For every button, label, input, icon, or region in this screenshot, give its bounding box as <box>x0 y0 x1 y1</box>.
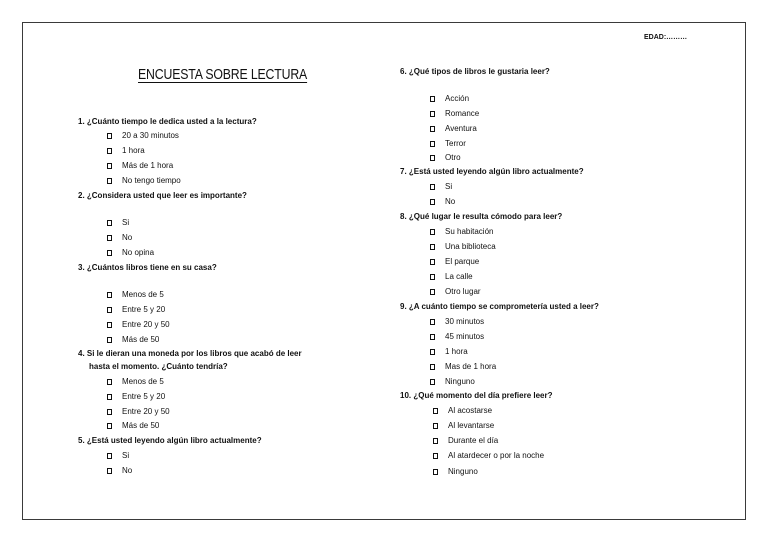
option[interactable]: 1 hora <box>107 146 145 156</box>
option[interactable]: La calle <box>430 272 473 282</box>
option[interactable]: El parque <box>430 257 479 267</box>
checkbox-icon[interactable] <box>430 155 435 161</box>
checkbox-icon[interactable] <box>107 292 112 298</box>
checkbox-icon[interactable] <box>430 184 435 190</box>
option[interactable]: Si <box>107 218 129 228</box>
checkbox-icon[interactable] <box>107 453 112 459</box>
option[interactable]: Si <box>107 451 129 461</box>
survey-title: ENCUESTA SOBRE LECTURA <box>138 66 308 83</box>
checkbox-icon[interactable] <box>430 229 435 235</box>
checkbox-icon[interactable] <box>107 379 112 385</box>
checkbox-icon[interactable] <box>433 469 438 475</box>
option[interactable]: Ninguno <box>430 377 475 387</box>
option[interactable]: Menos de 5 <box>107 290 164 300</box>
question-2: 2. ¿Considera usted que leer es importante? <box>78 191 247 200</box>
option[interactable]: Entre 20 y 50 <box>107 407 170 417</box>
option[interactable]: Una biblioteca <box>430 242 496 252</box>
question-8: 8. ¿Qué lugar le resulta cómodo para leer? <box>400 212 563 221</box>
checkbox-icon[interactable] <box>430 111 435 117</box>
question-9: 9. ¿A cuánto tiempo se comprometería usted a leer? <box>400 302 599 311</box>
checkbox-icon[interactable] <box>433 423 438 429</box>
question-4-line2: hasta el momento. ¿Cuánto tendría? <box>89 362 228 371</box>
option[interactable]: No <box>430 197 455 207</box>
option[interactable]: Más de 1 hora <box>107 161 173 171</box>
checkbox-icon[interactable] <box>430 126 435 132</box>
checkbox-icon[interactable] <box>430 259 435 265</box>
option[interactable]: Al atardecer o por la noche <box>433 451 544 461</box>
question-4: 4. Si le dieran una moneda por los libros que acabó de leer <box>78 349 302 358</box>
checkbox-icon[interactable] <box>430 96 435 102</box>
option[interactable]: 30 minutos <box>430 317 484 327</box>
option[interactable]: Terror <box>430 139 466 149</box>
option[interactable]: Durante el día <box>433 436 498 446</box>
option[interactable]: Si <box>430 182 452 192</box>
checkbox-icon[interactable] <box>430 199 435 205</box>
checkbox-icon[interactable] <box>107 322 112 328</box>
checkbox-icon[interactable] <box>430 319 435 325</box>
option[interactable]: Ninguno <box>433 467 478 477</box>
option[interactable]: No opina <box>107 248 154 258</box>
option[interactable]: Acción <box>430 94 469 104</box>
question-6: 6. ¿Qué tipos de libros le gustaria leer? <box>400 67 550 76</box>
option[interactable]: No <box>107 466 132 476</box>
checkbox-icon[interactable] <box>107 409 112 415</box>
option[interactable]: No <box>107 233 132 243</box>
checkbox-icon[interactable] <box>430 244 435 250</box>
option[interactable]: Entre 20 y 50 <box>107 320 170 330</box>
option[interactable]: Su habitación <box>430 227 493 237</box>
option[interactable]: Romance <box>430 109 479 119</box>
checkbox-icon[interactable] <box>430 379 435 385</box>
checkbox-icon[interactable] <box>107 220 112 226</box>
checkbox-icon[interactable] <box>107 178 112 184</box>
age-field-label: EDAD:……… <box>644 34 688 41</box>
option[interactable]: Entre 5 y 20 <box>107 305 165 315</box>
checkbox-icon[interactable] <box>107 148 112 154</box>
checkbox-icon[interactable] <box>430 141 435 147</box>
checkbox-icon[interactable] <box>107 235 112 241</box>
option[interactable]: Entre 5 y 20 <box>107 392 165 402</box>
option[interactable]: Más de 50 <box>107 335 159 345</box>
option[interactable]: Aventura <box>430 124 477 134</box>
checkbox-icon[interactable] <box>107 307 112 313</box>
checkbox-icon[interactable] <box>107 394 112 400</box>
checkbox-icon[interactable] <box>107 423 112 429</box>
checkbox-icon[interactable] <box>107 468 112 474</box>
question-5: 5. ¿Está usted leyendo algún libro actualmente? <box>78 436 262 445</box>
checkbox-icon[interactable] <box>107 250 112 256</box>
option[interactable]: Más de 50 <box>107 421 159 431</box>
option[interactable]: No tengo tiempo <box>107 176 181 186</box>
checkbox-icon[interactable] <box>430 289 435 295</box>
question-3: 3. ¿Cuántos libros tiene en su casa? <box>78 263 217 272</box>
checkbox-icon[interactable] <box>430 334 435 340</box>
option[interactable]: 45 minutos <box>430 332 484 342</box>
checkbox-icon[interactable] <box>430 349 435 355</box>
option[interactable]: 1 hora <box>430 347 468 357</box>
option[interactable]: 20 a 30 minutos <box>107 131 179 141</box>
option[interactable]: Menos de 5 <box>107 377 164 387</box>
checkbox-icon[interactable] <box>107 163 112 169</box>
question-7: 7. ¿Está usted leyendo algún libro actualmente? <box>400 167 584 176</box>
checkbox-icon[interactable] <box>107 337 112 343</box>
option[interactable]: Mas de 1 hora <box>430 362 496 372</box>
option[interactable]: Al acostarse <box>433 406 492 416</box>
question-10: 10. ¿Qué momento del día prefiere leer? <box>400 391 553 400</box>
checkbox-icon[interactable] <box>430 274 435 280</box>
option[interactable]: Otro lugar <box>430 287 481 297</box>
question-1: 1. ¿Cuánto tiempo le dedica usted a la lectura? <box>78 117 257 126</box>
checkbox-icon[interactable] <box>433 408 438 414</box>
checkbox-icon[interactable] <box>433 453 438 459</box>
checkbox-icon[interactable] <box>430 364 435 370</box>
option[interactable]: Otro <box>430 153 461 163</box>
checkbox-icon[interactable] <box>433 438 438 444</box>
checkbox-icon[interactable] <box>107 133 112 139</box>
option[interactable]: Al levantarse <box>433 421 494 431</box>
